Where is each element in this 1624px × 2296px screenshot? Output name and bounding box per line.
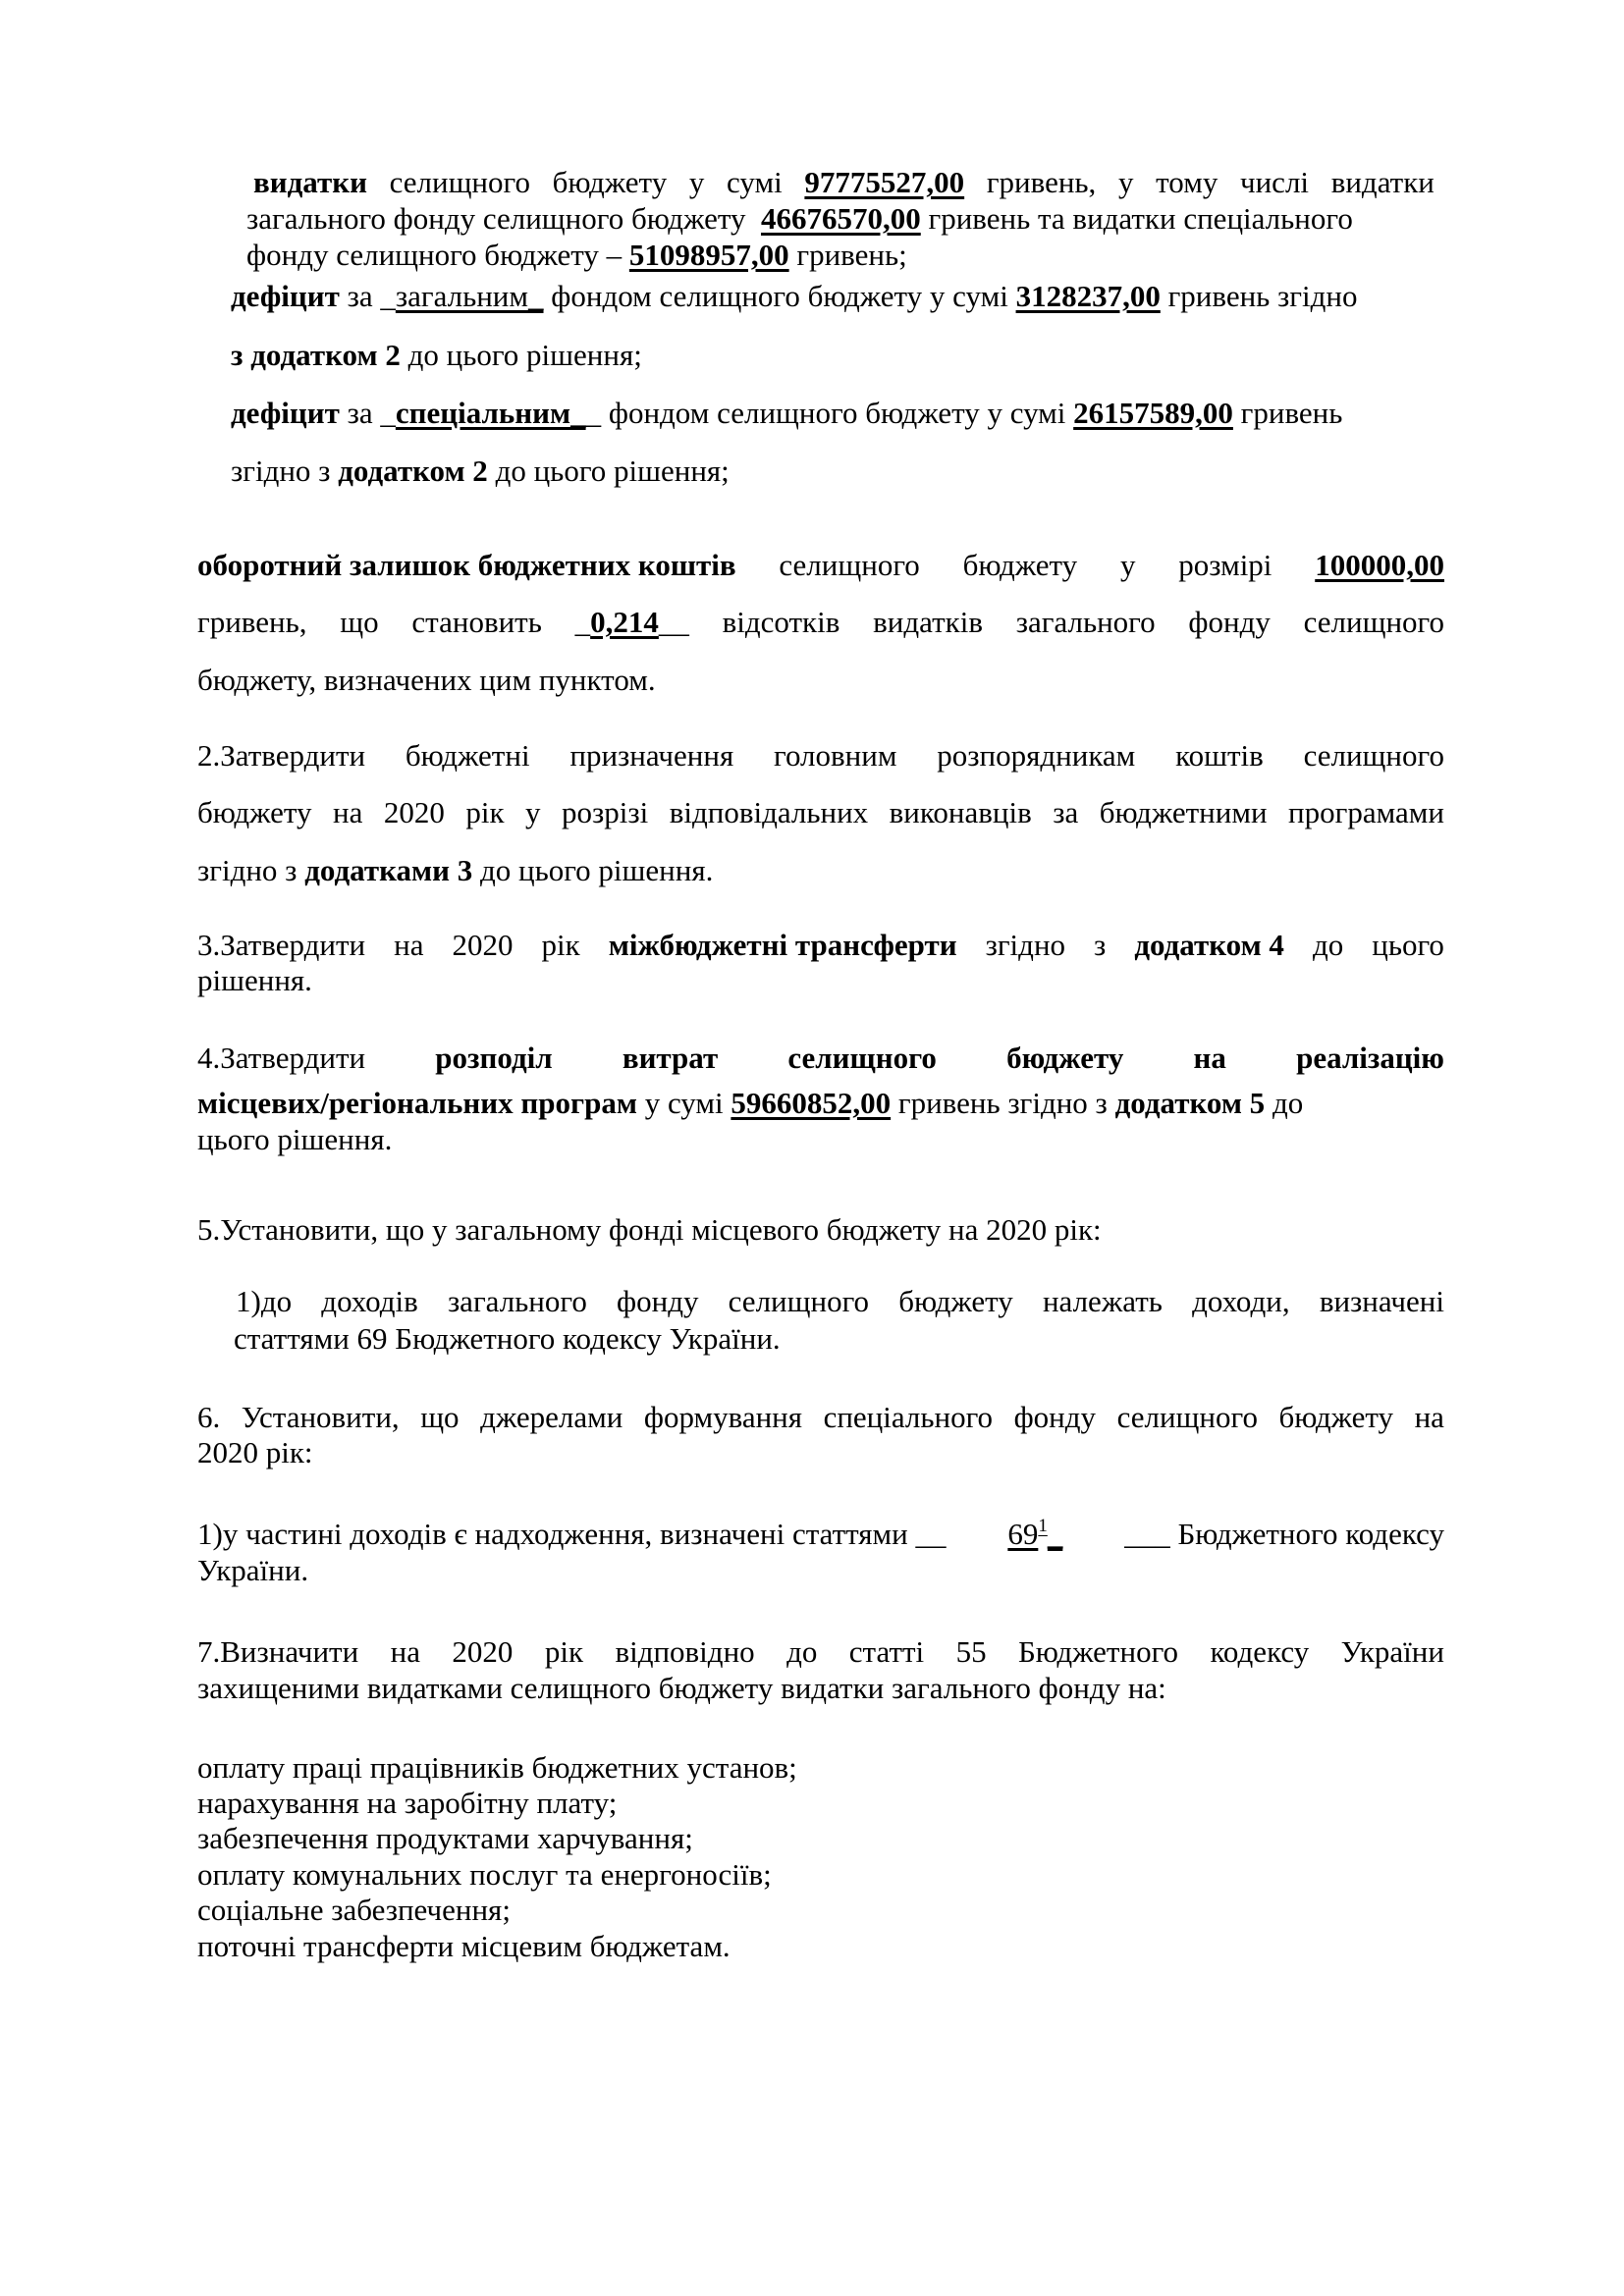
- word: у: [688, 165, 705, 199]
- word: 2020: [383, 795, 445, 829]
- item4-line-2: [197, 1086, 1303, 1121]
- expenses-total-amount: 97775527,00: [804, 165, 965, 199]
- item2-line-2: [197, 795, 1444, 830]
- word: що: [340, 605, 379, 639]
- word: що: [420, 1400, 460, 1434]
- protected-expense-item: оплату праці працівників бюджетних установ;: [197, 1750, 797, 1785]
- item3-line-1: [197, 928, 1444, 963]
- reserve-line-1: [197, 548, 1444, 583]
- word: України: [1340, 1634, 1444, 1669]
- item7-line-2: захищеними видатками селищного бюджету видатки загального фонду на:: [197, 1671, 1166, 1705]
- text-run: гривень;: [796, 238, 907, 272]
- deficit-special-line-1: [231, 396, 1342, 431]
- text-run: гривень: [1240, 396, 1343, 430]
- word: джерелами: [480, 1400, 623, 1434]
- text-run: _: [574, 605, 591, 639]
- word: згідно: [985, 928, 1066, 962]
- word: тому: [1156, 165, 1218, 199]
- text-run: 69: [1007, 1517, 1039, 1551]
- word: гривень,: [197, 605, 307, 639]
- word: бюджету: [1006, 1041, 1124, 1075]
- word: фонду: [1188, 605, 1271, 639]
- text-run: згідно з: [231, 454, 331, 488]
- special-deficit-amount: 26157589,00: [1073, 396, 1233, 430]
- appendix-ref: додатками 3: [304, 853, 473, 887]
- reserve-line-2: [197, 605, 1444, 640]
- item5-sub1-line-2: статтями 69 Бюджетного кодексу України.: [234, 1321, 781, 1356]
- word: 3.Затвердити: [197, 928, 366, 962]
- item6-sub1-line-2: України.: [197, 1553, 309, 1587]
- expenses-label: видатки: [253, 165, 367, 199]
- word: коштів: [1175, 738, 1264, 773]
- item2-line-1: [197, 738, 1444, 774]
- expenses-line-2: [246, 201, 1353, 237]
- word: становить: [411, 605, 542, 639]
- word: кодексу: [1210, 1634, 1310, 1669]
- special-fund-amount: 51098957,00: [628, 238, 789, 272]
- text-run: до цього рішення;: [495, 454, 730, 488]
- expenses-line-1: [253, 165, 1435, 200]
- general-fund-amount: 46676570,00: [761, 201, 921, 236]
- text-run: до: [1272, 1086, 1304, 1120]
- protected-expense-item: соціальне забезпечення;: [197, 1893, 511, 1927]
- word: бюджетними: [1099, 795, 1268, 829]
- text-run: ___ Бюджетного кодексу: [1124, 1517, 1444, 1551]
- text-run: 1: [1038, 1516, 1048, 1536]
- word: загального: [447, 1284, 587, 1318]
- word: бюджету: [552, 165, 668, 199]
- word: гривень,: [986, 165, 1097, 199]
- word: бюджету: [962, 548, 1078, 582]
- word: відповідальних: [669, 795, 869, 829]
- deficit-label: дефіцит: [231, 279, 340, 313]
- programs-label: місцевих/регіональних програм: [197, 1086, 637, 1120]
- word: розподіл: [435, 1041, 553, 1075]
- word: сумі: [727, 165, 783, 199]
- article-number: [1007, 1517, 1062, 1552]
- word: виконавців: [889, 795, 1032, 829]
- word: головним: [774, 738, 897, 773]
- word: належать: [1042, 1284, 1163, 1318]
- reserve-percent: 0,214: [590, 605, 659, 639]
- word: реалізацію: [1296, 1041, 1444, 1075]
- word: у: [1119, 548, 1136, 582]
- protected-expense-item: забезпечення продуктами харчування;: [197, 1821, 693, 1855]
- word: 55: [955, 1634, 987, 1669]
- word: числі: [1240, 165, 1310, 199]
- appendix-ref: додатком 4: [1134, 928, 1284, 962]
- transfers-label: міжбюджетні трансферти: [608, 928, 957, 962]
- deficit-special-line-2: [231, 454, 730, 489]
- item5-line-1: 5.Установити, що у загальному фонді місцевого бюджету на 2020 рік:: [197, 1212, 1102, 1247]
- word: рік: [544, 1634, 584, 1669]
- word: у: [525, 795, 541, 829]
- word: рік: [465, 795, 505, 829]
- word: Установити,: [241, 1400, 400, 1434]
- item6-line-1: [197, 1400, 1444, 1435]
- word: бюджету: [197, 795, 312, 829]
- word: бюджетні: [405, 738, 530, 773]
- word: 1)до: [236, 1284, 293, 1318]
- special-fund-word: спеціальним_: [395, 396, 586, 430]
- deficit-label: дефіцит: [231, 396, 340, 430]
- item6-line-2: 2020 рік:: [197, 1435, 313, 1469]
- appendix-ref: з додатком 2: [231, 338, 401, 372]
- word: селищного: [1303, 605, 1444, 639]
- word: статті: [848, 1634, 925, 1669]
- word: 4.Затвердити: [197, 1041, 366, 1075]
- expenses-line-3: [246, 238, 907, 273]
- reserve-percent-group: [575, 605, 689, 640]
- general-deficit-amount: 3128237,00: [1015, 279, 1161, 313]
- protected-expense-item: поточні трансферти місцевим бюджетам.: [197, 1929, 731, 1963]
- word: селищного: [389, 165, 530, 199]
- word: селищного: [728, 1284, 870, 1318]
- word: за: [1053, 795, 1079, 829]
- reserve-amount: 100000,00: [1315, 548, 1444, 582]
- item7-line-1: [197, 1634, 1444, 1670]
- word: 2020: [452, 928, 514, 962]
- word: рік: [541, 928, 580, 962]
- word: бюджету: [898, 1284, 1013, 1318]
- word: доходи,: [1192, 1284, 1290, 1318]
- text-run: у сумі: [644, 1086, 724, 1120]
- deficit-general-line-2: [231, 338, 642, 373]
- word: селищного: [1116, 1400, 1258, 1434]
- text-run: фондом селищного бюджету у сумі: [551, 279, 1008, 313]
- word: програмами: [1288, 795, 1444, 829]
- word: селищного: [779, 548, 920, 582]
- word: призначення: [569, 738, 734, 773]
- word: визначені: [1319, 1284, 1444, 1318]
- text-run: до цього рішення;: [407, 338, 642, 372]
- item6-sub1-line-1: [197, 1517, 1444, 1552]
- word: на: [1193, 1041, 1226, 1075]
- item2-line-3: [197, 853, 713, 888]
- text-run: згідно з: [197, 853, 298, 887]
- text-run: гривень та видатки спеціального: [928, 201, 1353, 236]
- deficit-general-line-1: [231, 279, 1358, 314]
- text-run: загального фонду селищного бюджету: [246, 201, 746, 236]
- word: на: [394, 928, 424, 962]
- item3-line-2: рішення.: [197, 963, 312, 997]
- appendix-ref: додатком 2: [338, 454, 488, 488]
- item5-sub1-line-1: [236, 1284, 1444, 1319]
- word: витрат: [622, 1041, 719, 1075]
- word: з: [1094, 928, 1107, 962]
- protected-expense-item: нарахування на заробітну плату;: [197, 1786, 618, 1820]
- word: цього: [1372, 928, 1444, 962]
- text-run: 1)у частині доходів є надходження, визначені статтями __: [197, 1517, 947, 1551]
- programs-amount: 59660852,00: [731, 1086, 892, 1120]
- word: загального: [1015, 605, 1156, 639]
- word: відсотків: [722, 605, 840, 639]
- item4-line-1: [197, 1041, 1444, 1076]
- word: формування: [643, 1400, 803, 1434]
- word: фонду: [1013, 1400, 1097, 1434]
- text-run: _: [1047, 1517, 1063, 1551]
- appendix-ref: додатком 5: [1114, 1086, 1266, 1120]
- word: 2.Затвердити: [197, 738, 366, 773]
- word: на: [1414, 1400, 1444, 1434]
- text-run: _ фондом селищного бюджету у сумі: [585, 396, 1066, 430]
- word: до: [1312, 928, 1344, 962]
- word: до: [786, 1634, 818, 1669]
- text-run: гривень згідно: [1167, 279, 1358, 313]
- word: доходів: [321, 1284, 418, 1318]
- reserve-label: оборотний залишок бюджетних коштів: [197, 548, 736, 582]
- word: видатків: [873, 605, 983, 639]
- word: видатки: [1330, 165, 1435, 199]
- text-run: до цього рішення.: [479, 853, 714, 887]
- word: фонду: [617, 1284, 699, 1318]
- word: 6.: [197, 1400, 221, 1434]
- text-run: гривень згідно з: [897, 1086, 1108, 1120]
- word: розрізі: [562, 795, 649, 829]
- text-run: за _: [347, 279, 396, 313]
- word: Бюджетного: [1018, 1634, 1179, 1669]
- word: спеціального: [823, 1400, 994, 1434]
- word: на: [333, 795, 363, 829]
- word: 2020: [452, 1634, 514, 1669]
- general-fund-word: загальним_: [395, 279, 544, 313]
- word: у: [1117, 165, 1134, 199]
- text-run: __: [658, 605, 689, 639]
- word: розпорядникам: [937, 738, 1136, 773]
- word: бюджету: [1278, 1400, 1394, 1434]
- word: селищного: [787, 1041, 937, 1075]
- word: селищного: [1303, 738, 1444, 773]
- protected-expense-item: оплату комунальних послуг та енергоносіїв;: [197, 1857, 772, 1892]
- text-run: за _: [347, 396, 396, 430]
- reserve-line-3: бюджету, визначених цим пунктом.: [197, 663, 656, 697]
- item4-line-3: цього рішення.: [197, 1122, 393, 1156]
- text-run: фонду селищного бюджету –: [246, 238, 623, 272]
- word: відповідно: [615, 1634, 755, 1669]
- word: 7.Визначити: [197, 1634, 359, 1669]
- word: на: [390, 1634, 420, 1669]
- word: розмірі: [1178, 548, 1272, 582]
